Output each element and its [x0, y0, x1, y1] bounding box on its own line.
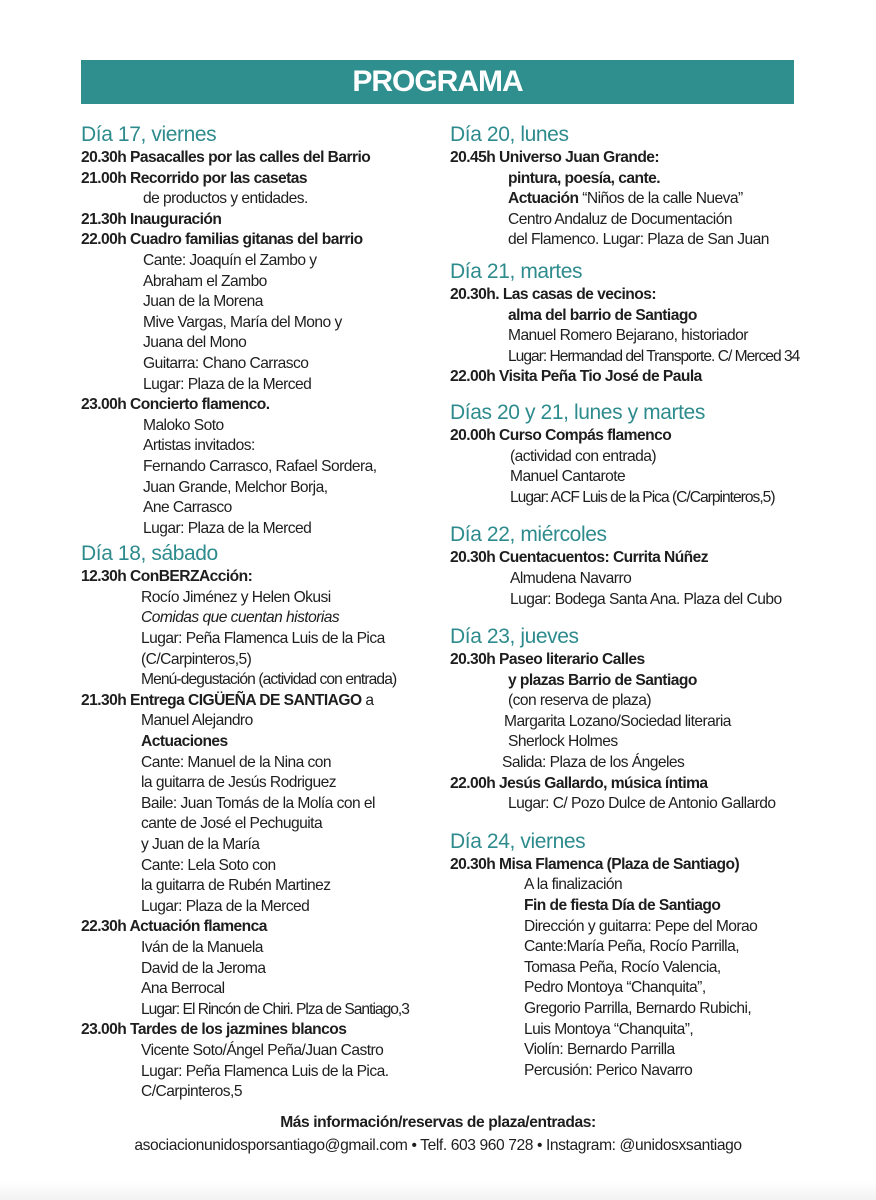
event-detail: y plazas Barrio de Santiago: [508, 671, 697, 689]
event-line: 20.00h Curso Compás flamenco: [450, 426, 672, 444]
event-detail: Percusión: Perico Navarro: [524, 1061, 693, 1079]
event-detail: Guitarra: Chano Carrasco: [143, 354, 309, 372]
event-line: 22.00h Jesús Gallardo, música íntima: [450, 774, 708, 792]
event-detail: Lugar: El Rincón de Chiri. Plza de Santiago,3: [141, 1000, 409, 1018]
event-line: 22.30h Actuación flamenca: [81, 918, 267, 936]
day-heading-20: Día 20, lunes: [450, 123, 569, 146]
event-detail: Violín: Bernardo Parrilla: [524, 1041, 675, 1059]
event-detail: Sherlock Holmes: [508, 733, 618, 751]
event-detail: David de la Jeroma: [141, 959, 266, 977]
day-heading-21: Día 21, martes: [450, 259, 583, 283]
event-detail: Lugar: ACF Luis de la Pica (C/Carpinteros,5): [510, 488, 775, 506]
event-detail: Gregorio Parrilla, Bernardo Rubichi,: [524, 1000, 752, 1017]
event-detail: de productos y entidades.: [143, 190, 308, 208]
event-detail: Lugar: Hermandad del Transporte. C/ Merced 34: [508, 347, 800, 365]
event-detail: Manuel Cantarote: [510, 468, 626, 486]
event-line: 12.30h ConBERZAcción:: [81, 568, 253, 586]
event-detail: Baile: Juan Tomás de la Molía con el: [141, 794, 375, 812]
event-detail: pintura, poesía, cante.: [508, 169, 660, 187]
event-line: 20.30h Paseo literario Calles: [450, 651, 645, 669]
event-detail: Abraham el Zambo: [143, 272, 267, 290]
event-detail: Tomasa Peña, Rocío Valencia,: [524, 958, 721, 976]
event-detail: Vicente Soto/Ángel Peña/Juan Castro: [141, 1041, 384, 1059]
event-detail: Lugar: Plaza de la Merced: [143, 519, 312, 537]
event-detail: Artistas invitados:: [143, 437, 255, 455]
event-detail: Salida: Plaza de los Ángeles: [502, 754, 685, 772]
footer-contact-line: asociacionunidosporsantiago@gmail.com • Telf. 603 960 728 • Instagram: @unidosxsantiago: [134, 1137, 742, 1154]
event-detail: Rocío Jiménez y Helen Okusi: [141, 588, 331, 606]
event-line: 21.30h Inauguración: [81, 210, 222, 228]
day-heading-24: Día 24, viernes: [450, 829, 586, 853]
event-line: 21.00h Recorrido por las casetas: [81, 169, 307, 187]
event-detail: (actividad con entrada): [510, 447, 656, 465]
event-detail: Juana del Mono: [143, 334, 247, 352]
day-heading-20-21: Días 20 y 21, lunes y martes: [450, 400, 705, 424]
event-line: 23.00h Concierto flamenco.: [81, 396, 270, 414]
event-detail: Lugar: C/ Pozo Dulce de Antonio Gallardo: [508, 795, 776, 813]
event-detail: Lugar: Peña Flamenca Luis de la Pica.: [141, 1062, 389, 1080]
event-detail: Actuaciones: [141, 733, 228, 751]
event-line: 20.30h Pasacalles por las calles del Barrio: [81, 149, 371, 166]
event-detail: del Flamenco. Lugar: Plaza de San Juan: [508, 231, 769, 249]
event-line: 22.00h Visita Peña Tio José de Paula: [450, 368, 702, 386]
event-detail: la guitarra de Jesús Rodriguez: [141, 774, 336, 792]
event-detail: Lugar: Peña Flamenca Luis de la Pica: [141, 630, 385, 648]
day-heading-17: Día 17, viernes: [81, 123, 217, 146]
event-detail: Comidas que cuentan historias: [141, 609, 340, 627]
programa-banner: [81, 60, 794, 104]
event-detail: Almudena Navarro: [510, 569, 632, 587]
event-line: 20.45h Universo Juan Grande:: [450, 149, 660, 166]
event-detail: Margarita Lozano/Sociedad literaria: [504, 712, 731, 730]
event-detail: Maloko Soto: [143, 416, 224, 434]
event-detail: C/Carpinteros,5: [141, 1083, 242, 1101]
event-detail: Pedro Montoya “Chanquita”,: [524, 979, 706, 997]
event-line: 22.00h Cuadro familias gitanas del barrio: [81, 231, 363, 249]
event-line: 23.00h Tardes de los jazmines blancos: [81, 1021, 347, 1039]
event-detail: Ana Berrocal: [141, 980, 225, 998]
event-detail: Menú-degustación (actividad con entrada): [141, 671, 397, 689]
event-detail: A la finalización: [524, 876, 623, 894]
event-detail: Manuel Romero Bejarano, historiador: [508, 327, 748, 345]
event-detail: Centro Andaluz de Documentación: [508, 210, 732, 228]
day-heading-22: Día 22, miércoles: [450, 523, 607, 547]
footer-info-heading: Más información/reservas de plaza/entradas:: [280, 1114, 596, 1131]
page-title: PROGRAMA: [352, 65, 523, 98]
event-line: 20.30h Cuentacuentos: Currita Núñez: [450, 549, 709, 567]
event-detail: (C/Carpinteros,5): [141, 650, 252, 668]
event-detail: Mive Vargas, María del Mono y: [143, 313, 342, 331]
event-detail: Lugar: Bodega Santa Ana. Plaza del Cubo: [510, 590, 782, 608]
event-detail: Iván de la Manuela: [141, 938, 263, 956]
event-detail: Cante: Joaquín el Zambo y: [143, 251, 317, 269]
event-line: 20.30h. Las casas de vecinos:: [450, 285, 656, 303]
event-detail: Cante: Lela Soto con: [141, 856, 276, 874]
left-column: [81, 120, 431, 1103]
page-edge: [0, 1182, 876, 1200]
event-detail: alma del barrio de Santiago: [508, 306, 697, 324]
event-line: 20.30h Misa Flamenca (Plaza de Santiago): [450, 855, 740, 873]
day-heading-23: Día 23, jueves: [450, 625, 579, 649]
event-detail: y Juan de la María: [141, 836, 260, 853]
day-heading-18: Día 18, sábado: [81, 542, 218, 566]
event-detail: Lugar: Plaza de la Merced: [143, 375, 312, 393]
event-detail: Manuel Alejandro: [141, 712, 253, 730]
event-line: 21.30h Entrega CIGÜEÑA DE SANTIAGO a: [81, 691, 374, 709]
event-detail: Actuación “Niños de la calle Nueva”: [508, 190, 743, 208]
right-column: [450, 120, 800, 1081]
event-detail: Cante: Manuel de la Nina con: [141, 753, 332, 771]
event-detail: Ane Carrasco: [143, 499, 232, 517]
event-detail: la guitarra de Rubén Martinez: [141, 877, 331, 895]
event-detail: Dirección y guitarra: Pepe del Morao: [524, 917, 758, 935]
event-detail: cante de José el Pechuguita: [141, 815, 323, 833]
event-detail: Fernando Carrasco, Rafael Sordera,: [143, 457, 377, 475]
event-detail: Fin de fiesta Día de Santiago: [524, 897, 721, 915]
event-detail: Juan de la Morena: [143, 293, 263, 311]
event-detail: Juan Grande, Melchor Borja,: [143, 478, 328, 496]
event-detail: Cante:María Peña, Rocío Parrilla,: [524, 938, 739, 956]
event-detail: Lugar: Plaza de la Merced: [141, 897, 310, 915]
event-detail: (con reserva de plaza): [508, 692, 652, 710]
event-detail: Luis Montoya “Chanquita”,: [524, 1020, 694, 1038]
